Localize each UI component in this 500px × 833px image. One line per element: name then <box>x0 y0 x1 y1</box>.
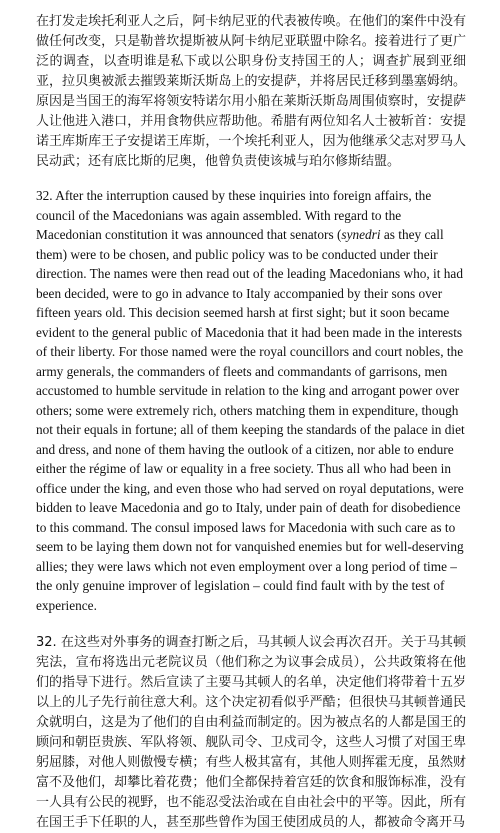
document-page <box>36 12 466 833</box>
english-text-part-1: 32. After the interruption caused by these inquiries into foreign affairs, the council of the Macedonians was again assembled. With regard to the Macedonian constitution it was announced that senators ( <box>36 188 432 242</box>
english-text-part-2: as they call them) were to be chosen, and public policy was to be conducted under their direction. The names were then read out of the leading Macedonians who, it had been decided, were to go in advance to Italy accompanied by their sons over fifteen years old. This decision seemed harsh at first sight; but it soon became evident to the general public of Macedonia that it had been made in the interests of their liberty. For those named were the royal councillors and court nobles, the army generals, the commanders of fleets and commandants of garrisons, men accustomed to humble servitude in relation to the king and arrogant power over others; some were extremely rich, others matching them in expenditure, though not their equals in fortune; all of them keeping the standards of the palace in diet and dress, and none of them having the outlook of a citizen, nor able to endure either the régime of law or equality in a free society. Thus all who had been in office under the king, and even those who had served on royal deputations, were bidden to leave Macedonia and go to Italy, under pain of death for disobedience to this command. The consul imposed laws for Macedonia with such care as to seem to be laying them down not for vanquished enemies but for well-deserving allies; they were laws which not even employment over a long period of time – the only genuine improver of legislation – could find fault with by the test of experience. <box>36 227 465 613</box>
chinese-paragraph-top: 在打发走埃托利亚人之后，阿卡纳尼亚的代表被传唤。在他们的案件中没有做任何改变，只是勒普坎提斯被从阿卡纳尼亚联盟中除名。接着进行了更广泛的调查，以查明谁是私下或以公职身份支持国王的人；调查扩展到亚细亚，拉贝奥被派去摧毁莱斯沃斯岛上的安提萨，并将居民迁移到墨塞姆纳。原因是当国王的海军将领安特诺尔用小船在莱斯沃斯岛周围侦察时，安提萨人让他进入港口，并用食物供应帮助他。希腊有两位知名人士被斩首：安提诺王库斯库王子安提诺王库斯，一个埃托利亚人，因为他继承父志对罗马人民动武；还有底比斯的尼奥，他曾负责使该城与珀尔修斯结盟。 <box>36 14 466 169</box>
english-italic-term: synedri <box>341 227 381 242</box>
chinese-paragraph-32: 32. 在这些对外事务的调查打断之后，马其顿人议会再次召开。关于马其顿宪法，宣布将选出元老院议员（他们称之为议事会成员），公共政策将在他们的指导下进行。然后宣读了主要马其顿人的名单，决定他们将带着十五岁以上的儿子先行前往意大利。这个决定初看似乎严酷；但很快马其顿普通民众就明白，这是为了他们的自由利益而制定的。因为被点名的人都是国王的顾问和朝臣贵族、军队将领、舰队司令、卫戍司令，这些人习惯了对国王卑躬屈膝，对他人则傲慢专横；有些人极其富有，其他人则挥霍无度，虽然财富不及他们，却攀比着花费；他们全都保持着宫廷的饮食和服饰标准，没有一人具有公民的视野，也不能忍受法治或在自由社会中的平等。因此，所有在国王手下任职的人，甚至那些曾作为国王使团成员的人，都被命令离开马 <box>36 635 466 830</box>
english-paragraph-32 <box>36 186 466 615</box>
